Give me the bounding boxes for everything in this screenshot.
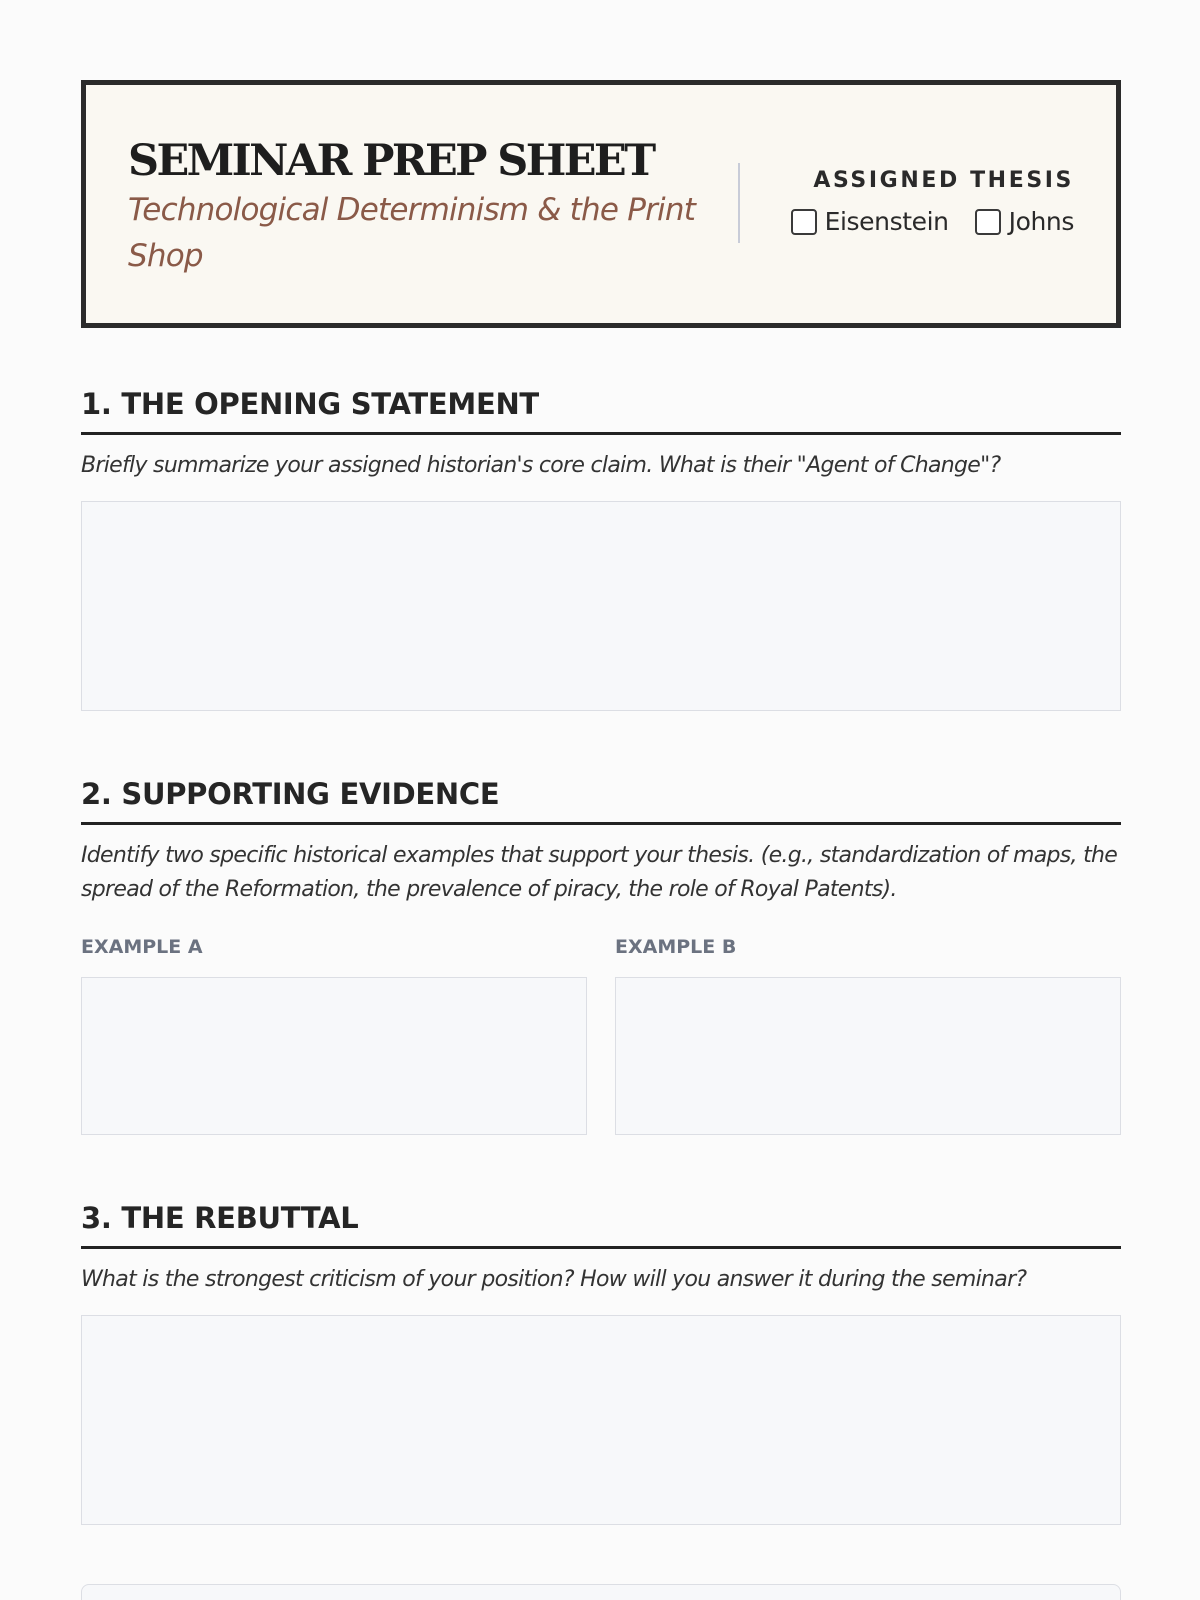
section-opening-statement — [81, 386, 1121, 711]
section-heading: 2. SUPPORTING EVIDENCE — [81, 776, 1121, 825]
section-prompt: Identify two specific historical examples that support your thesis. (e.g., standardization of maps, the spread of the Reformation, the prevalence of piracy, the role of Royal Patents). — [81, 843, 1118, 902]
header-divider — [738, 163, 740, 243]
section-prompt: Briefly summarize your assigned historian's core claim. What is their "Agent of Change"? — [81, 453, 1001, 478]
sheet-subtitle: Technological Determinism & the Print Shop — [128, 192, 696, 274]
eisenstein-label[interactable]: Eisenstein — [824, 207, 949, 236]
section-supporting-evidence — [81, 776, 1121, 1135]
opening-statement-answer-box[interactable] — [81, 501, 1121, 711]
rebuttal-answer-box[interactable] — [81, 1315, 1121, 1525]
examples-row — [81, 935, 1121, 1135]
section-heading: 3. THE REBUTTAL — [81, 1200, 1121, 1249]
thesis-option-eisenstein[interactable] — [791, 207, 949, 236]
assigned-thesis-label: ASSIGNED THESIS — [813, 168, 1074, 193]
example-a-label: EXAMPLE A — [81, 936, 203, 958]
example-a-column — [81, 935, 587, 1135]
johns-label[interactable]: Johns — [1008, 207, 1074, 236]
example-b-answer-box[interactable] — [615, 977, 1121, 1135]
section-rebuttal — [81, 1200, 1121, 1525]
eisenstein-checkbox[interactable] — [791, 209, 817, 235]
sheet-title: SEMINAR PREP SHEET — [128, 136, 654, 186]
section-heading: 1. THE OPENING STATEMENT — [81, 386, 1121, 435]
example-b-label: EXAMPLE B — [615, 936, 737, 958]
example-a-answer-box[interactable] — [81, 977, 587, 1135]
thesis-options — [791, 207, 1074, 236]
prep-sheet — [81, 80, 1121, 1292]
assigned-thesis-block — [791, 167, 1074, 236]
section-prompt: What is the strongest criticism of your position? How will you answer it during the seminar? — [81, 1267, 1027, 1292]
header-title-block — [128, 133, 728, 279]
header-box — [81, 80, 1121, 328]
next-section-box — [81, 1584, 1121, 1600]
example-b-column — [615, 935, 1121, 1135]
thesis-option-johns[interactable] — [975, 207, 1074, 236]
johns-checkbox[interactable] — [975, 209, 1001, 235]
